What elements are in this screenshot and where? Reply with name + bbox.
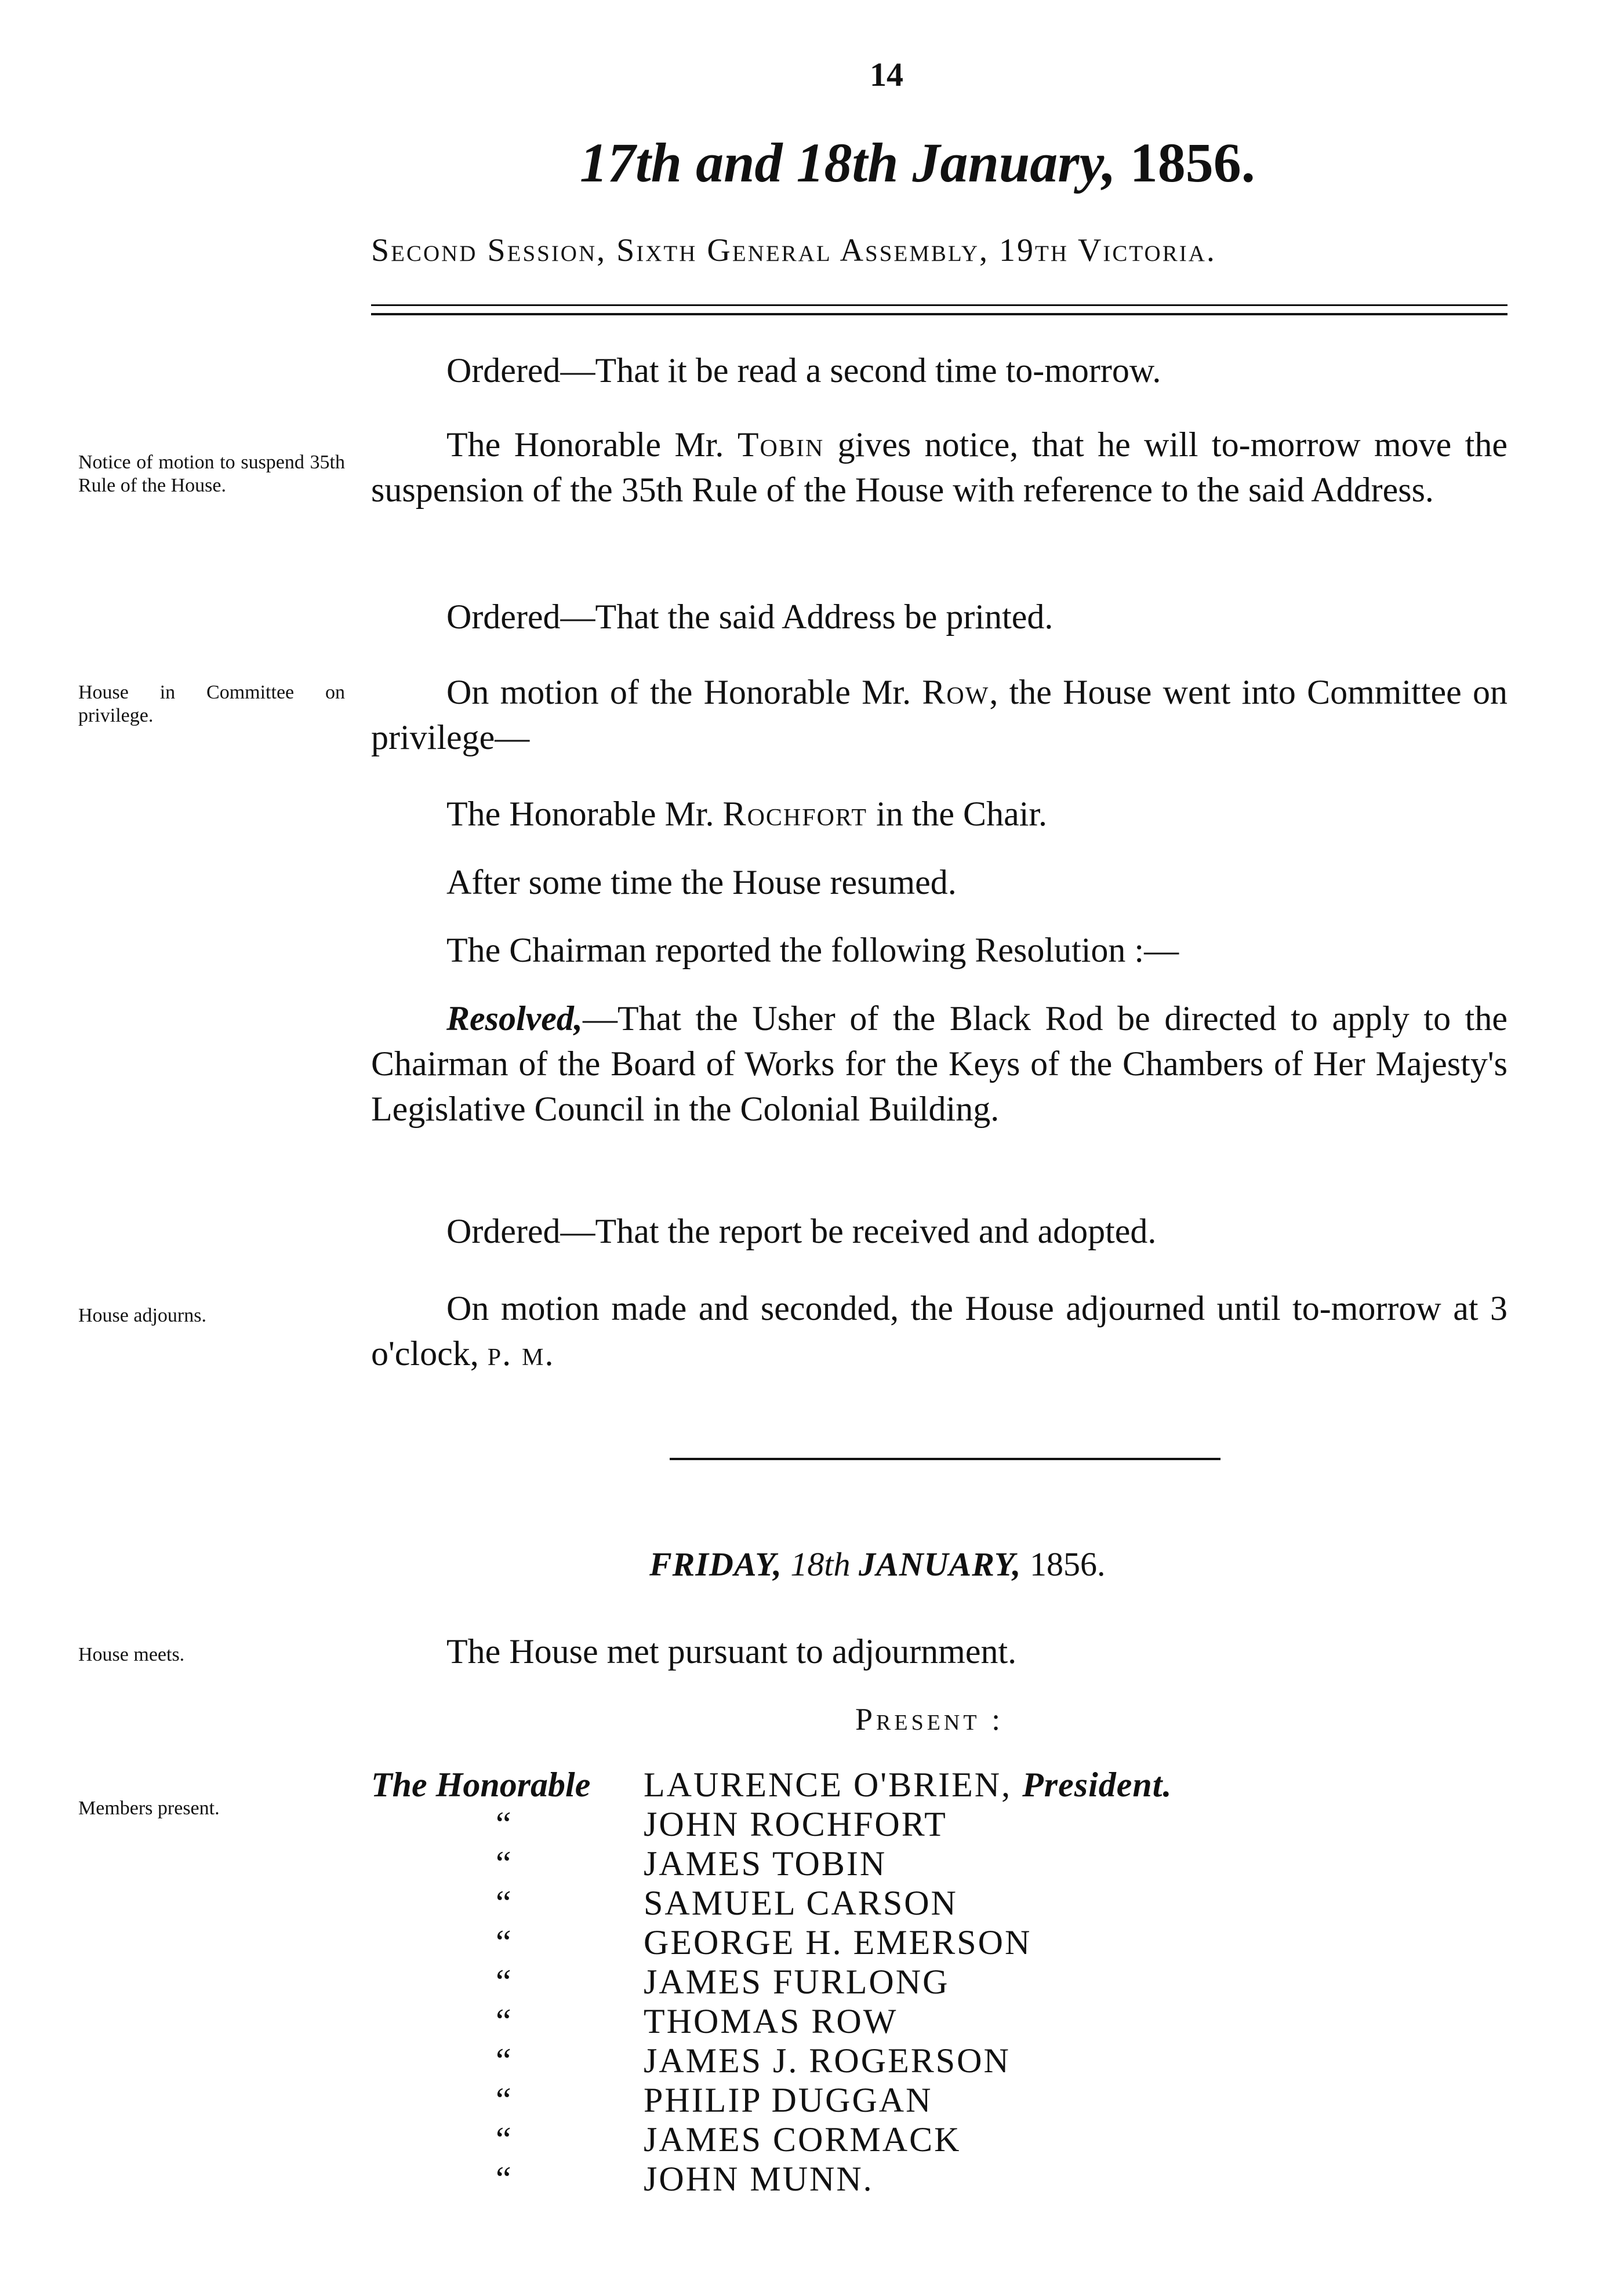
member-name: JAMES J. ROGERSON <box>644 2042 1011 2080</box>
p10-pm: p. m. <box>487 1334 555 1373</box>
p4-text-b: , the House went into Committee on privilege— <box>371 673 1507 756</box>
member-row <box>371 1883 1531 1923</box>
date-heading-year: 1856. <box>1129 132 1255 194</box>
paragraph-house-met: The House met pursuant to adjournment. <box>446 1632 1017 1671</box>
member-name: SAMUEL CARSON <box>644 1884 958 1922</box>
member-name: GEORGE H. EMERSON <box>644 1923 1032 1962</box>
member-name: JOHN ROCHFORT <box>644 1805 947 1843</box>
ditto-mark: “ <box>496 2160 511 2198</box>
paragraph-resolution <box>371 996 1507 1131</box>
p2-name: Tobin <box>737 425 824 464</box>
margin-note-committee: House in Committee on privilege. <box>78 682 345 726</box>
ditto-mark: “ <box>496 2120 511 2159</box>
member-row <box>371 2080 1531 2120</box>
p10-text: On motion made and seconded, the House adjourned until to-morrow at 3 o'clock, <box>371 1289 1507 1373</box>
member-row <box>371 1804 1531 1844</box>
header-divider <box>371 304 1507 315</box>
p5-text-b: in the Chair. <box>867 795 1048 833</box>
date-heading-part1: 17th and <box>580 132 797 194</box>
p2-text-b: gives notice, that he will to-morrow move the suspension of the 35th Rule of the House with reference to the said Address. <box>371 425 1508 509</box>
friday-date: 18th <box>782 1545 859 1583</box>
member-row <box>371 2041 1531 2080</box>
friday-day: FRIDAY, <box>649 1545 782 1583</box>
friday-date-heading <box>649 1545 1105 1584</box>
paragraph-chairman-reported: The Chairman reported the following Resolution :— <box>446 931 1179 969</box>
member-row <box>371 1844 1531 1883</box>
section-divider <box>670 1458 1220 1460</box>
members-list <box>371 1765 1531 2199</box>
paragraph-adjourned <box>371 1286 1507 1376</box>
paragraph-committee-motion <box>371 669 1507 760</box>
paragraph-ordered-second-reading: Ordered—That it be read a second time to-morrow. <box>446 351 1161 390</box>
member-row <box>371 2159 1531 2199</box>
member-name-text: LAURENCE O'BRIEN, <box>644 1766 1012 1804</box>
member-row <box>371 1765 1531 1804</box>
date-heading-part2: 18th January, <box>796 132 1116 194</box>
member-name <box>644 1765 1172 1804</box>
p2-text-a: The Honorable Mr. <box>446 425 738 464</box>
ditto-mark: “ <box>496 1844 511 1883</box>
date-heading <box>580 130 1255 195</box>
ditto-mark: “ <box>496 2002 511 2040</box>
p8-body: —That the Usher of the Black Rod be directed to apply to the Chairman of the Board of Works for the Keys of the Chambers of Her Majesty's Legislative Council in the Colonial Building. <box>371 999 1507 1128</box>
paragraph-address-printed: Ordered—That the said Address be printed. <box>446 598 1054 636</box>
member-name: JAMES CORMACK <box>644 2120 961 2159</box>
p5-text-a: The Honorable Mr. <box>446 795 723 833</box>
member-row <box>371 2002 1531 2041</box>
member-name: JAMES FURLONG <box>644 1963 950 2001</box>
p4-text-a: On motion of the Honorable Mr. <box>446 673 922 711</box>
p5-name: Rochfort <box>722 795 868 833</box>
friday-month: JANUARY, <box>859 1545 1022 1583</box>
member-row <box>371 1923 1531 1962</box>
ditto-mark: “ <box>496 2081 511 2119</box>
member-name: PHILIP DUGGAN <box>644 2081 933 2119</box>
page-number: 14 <box>870 56 903 93</box>
member-name: JOHN MUNN. <box>644 2160 874 2198</box>
p4-name: Row <box>922 673 990 711</box>
margin-note-adjourns: House adjourns. <box>78 1305 206 1326</box>
p8-resolved: Resolved, <box>446 999 583 1038</box>
member-office: President. <box>1022 1766 1172 1804</box>
member-name: JAMES TOBIN <box>644 1844 887 1883</box>
paragraph-report-adopted: Ordered—That the report be received and adopted. <box>446 1212 1157 1250</box>
margin-note-notice: Notice of motion to suspend 35th Rule of the House. <box>78 452 345 496</box>
margin-note-meets: House meets. <box>78 1644 185 1665</box>
paragraph-chair <box>371 791 1507 836</box>
session-line: Second Session, Sixth General Assembly, 19th Victoria. <box>371 232 1216 268</box>
member-row <box>371 1962 1531 2002</box>
ditto-mark: “ <box>496 1963 511 2001</box>
margin-note-members: Members present. <box>78 1797 220 1819</box>
present-heading: Present : <box>855 1702 1004 1737</box>
ditto-mark: “ <box>496 1805 511 1843</box>
member-prefix: The Honorable <box>371 1766 591 1804</box>
ditto-mark: “ <box>496 1923 511 1962</box>
member-row <box>371 2120 1531 2159</box>
ditto-mark: “ <box>496 2042 511 2080</box>
paragraph-notice-of-motion <box>371 422 1507 512</box>
ditto-mark: “ <box>496 1884 511 1922</box>
friday-year: 1856. <box>1021 1545 1106 1583</box>
member-name: THOMAS ROW <box>644 2002 898 2040</box>
paragraph-house-resumed: After some time the House resumed. <box>446 863 957 901</box>
